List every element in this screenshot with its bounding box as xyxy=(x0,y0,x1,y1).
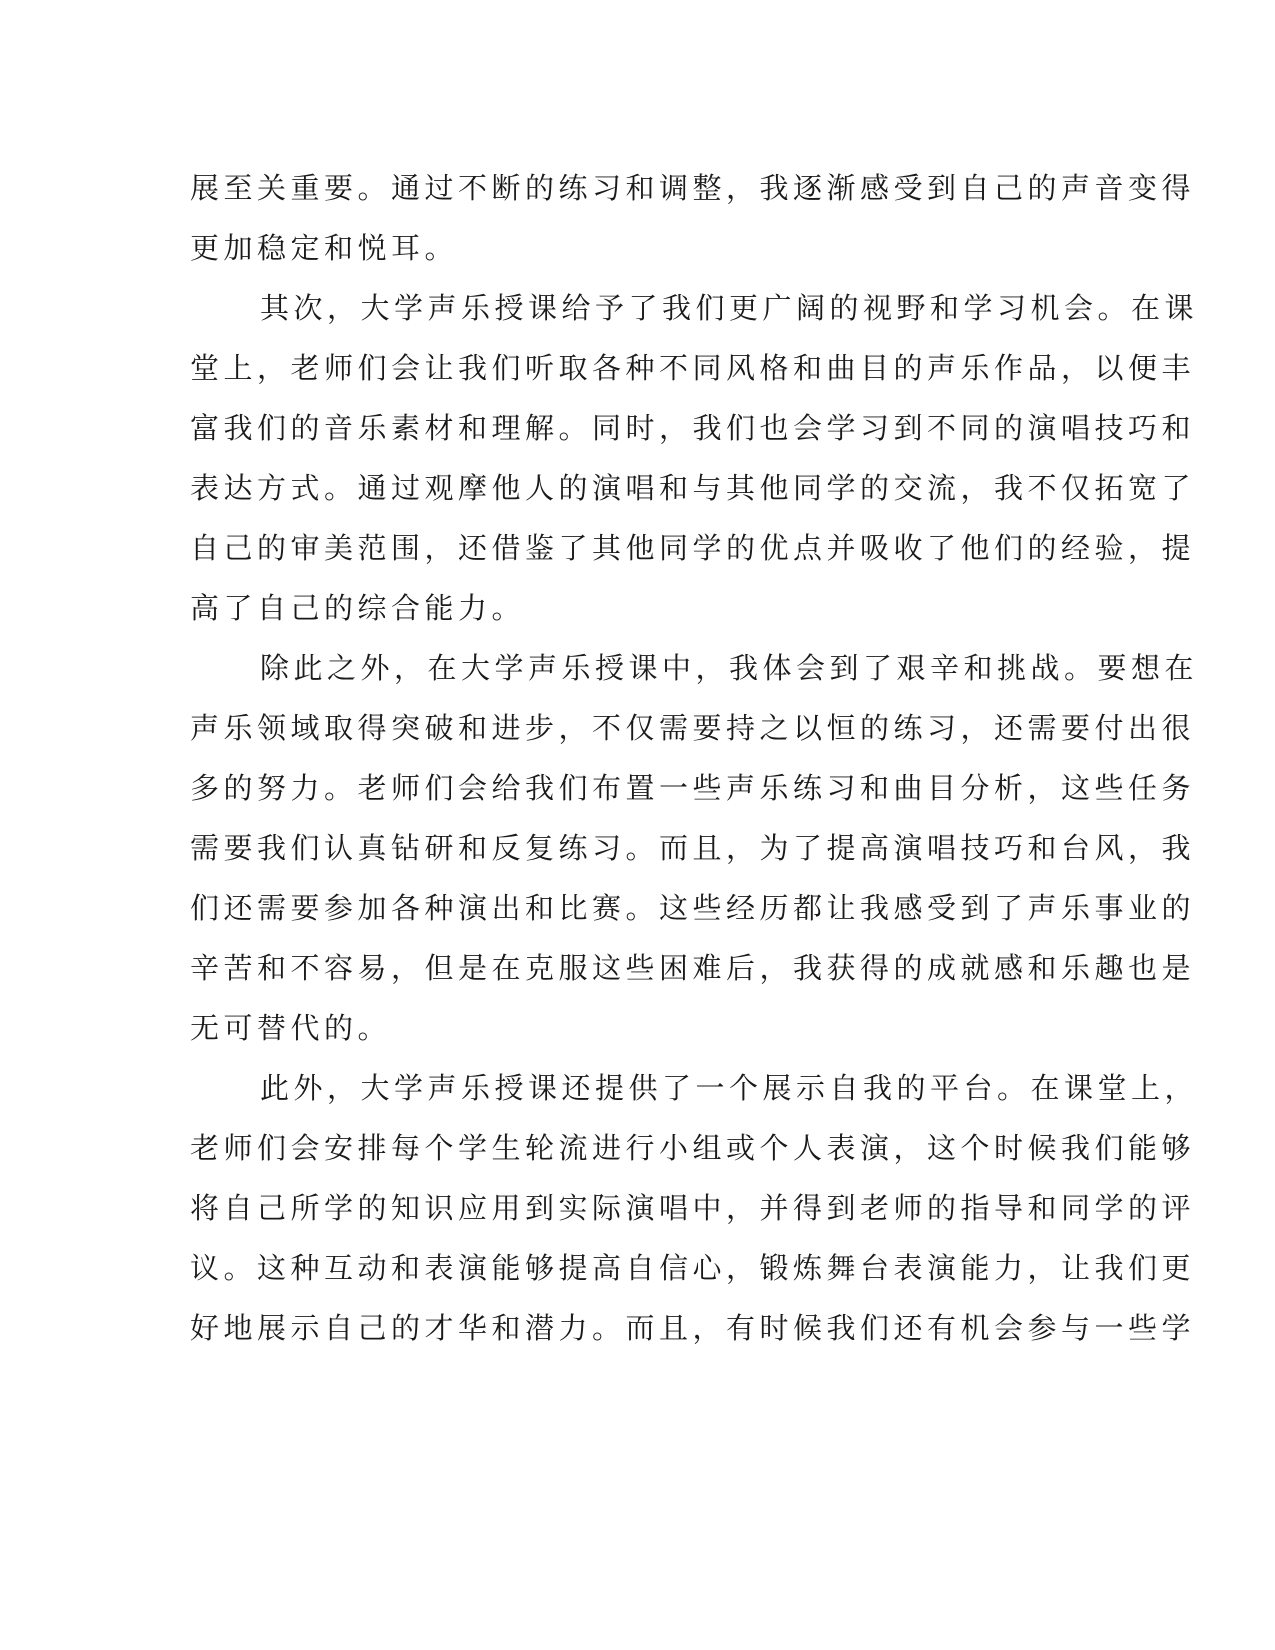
text-line: 需要我们认真钻研和反复练习。而且，为了提高演唱技巧和台风，我 xyxy=(190,831,1196,865)
paragraph-platform xyxy=(190,1058,1199,1358)
text-line: 们还需要参加各种演出和比赛。这些经历都让我感受到了声乐事业的 xyxy=(190,891,1196,925)
text-line: 多的努力。老师们会给我们布置一些声乐练习和曲目分析，这些任务 xyxy=(190,771,1196,805)
text-line: 议。这种互动和表演能够提高自信心，锻炼舞台表演能力，让我们更 xyxy=(190,1251,1196,1285)
paragraph-challenges xyxy=(190,638,1199,1058)
document-body xyxy=(190,158,1199,1358)
text-line: 表达方式。通过观摩他人的演唱和与其他同学的交流，我不仅拓宽了 xyxy=(190,471,1196,505)
text-line: 除此之外，在大学声乐授课中，我体会到了艰辛和挑战。要想在 xyxy=(260,651,1199,685)
text-line: 将自己所学的知识应用到实际演唱中，并得到老师的指导和同学的评 xyxy=(190,1191,1196,1225)
text-line: 声乐领域取得突破和进步，不仅需要持之以恒的练习，还需要付出很 xyxy=(190,711,1196,745)
text-line: 自己的审美范围，还借鉴了其他同学的优点并吸收了他们的经验，提 xyxy=(190,531,1196,565)
paragraph-continuation xyxy=(190,158,1196,278)
text-line: 堂上，老师们会让我们听取各种不同风格和曲目的声乐作品，以便丰 xyxy=(190,351,1196,385)
text-line: 无可替代的。 xyxy=(190,1011,392,1045)
text-line: 其次，大学声乐授课给予了我们更广阔的视野和学习机会。在课 xyxy=(260,291,1199,325)
text-line: 此外，大学声乐授课还提供了一个展示自我的平台。在课堂上， xyxy=(260,1071,1199,1105)
text-line: 辛苦和不容易，但是在克服这些困难后，我获得的成就感和乐趣也是 xyxy=(190,951,1196,985)
text-line: 展至关重要。通过不断的练习和调整，我逐渐感受到自己的声音变得 xyxy=(190,171,1196,205)
text-line: 高了自己的综合能力。 xyxy=(190,591,526,625)
paragraph-vision xyxy=(190,278,1199,638)
text-line: 老师们会安排每个学生轮流进行小组或个人表演，这个时候我们能够 xyxy=(190,1131,1196,1165)
text-line: 富我们的音乐素材和理解。同时，我们也会学习到不同的演唱技巧和 xyxy=(190,411,1196,445)
text-line: 更加稳定和悦耳。 xyxy=(190,231,459,265)
text-line: 好地展示自己的才华和潜力。而且，有时候我们还有机会参与一些学 xyxy=(190,1311,1196,1345)
